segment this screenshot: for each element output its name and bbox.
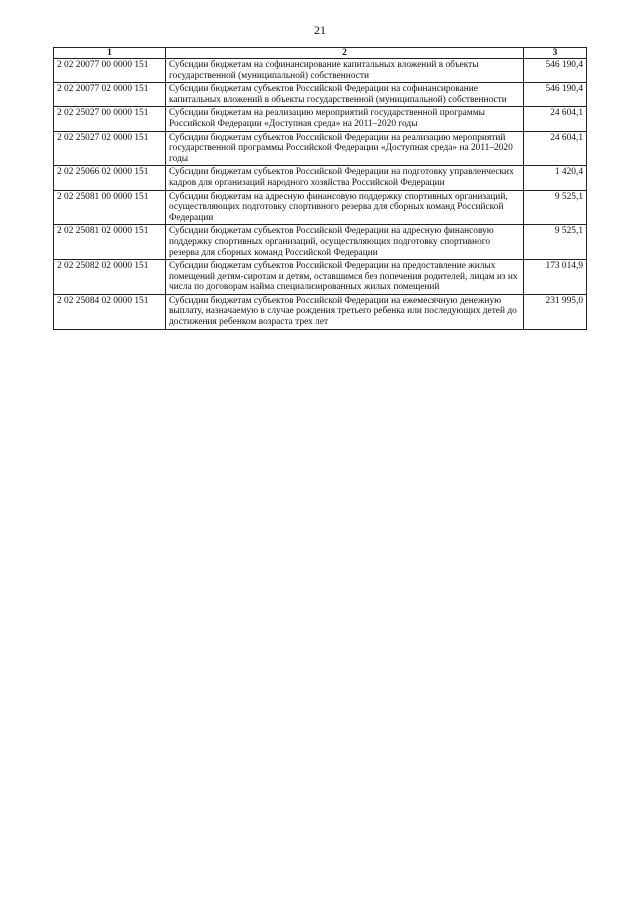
column-header-code: 1 [54,48,166,59]
budget-code-cell: 2 02 20077 00 0000 151 [54,59,166,83]
amount-cell: 173 014,9 [524,260,587,295]
table-row [54,107,587,131]
amount-cell: 546 190,4 [524,83,587,107]
description-cell: Субсидии бюджетам субъектов Российской Федерации на софинансирование капитальных вложений в объекты государственной (муниципальной) собственности [166,83,524,107]
description-cell: Субсидии бюджетам субъектов Российской Федерации на ежемесячную денежную выплату, назначаемую в случае рождения третьего ребенка или последующих детей до достижения ребенком возраста трех лет [166,294,524,329]
column-header-name: 2 [166,48,524,59]
amount-cell: 9 525,1 [524,225,587,260]
amount-cell: 24 604,1 [524,107,587,131]
table-row [54,225,587,260]
description-cell: Субсидии бюджетам на софинансирование капитальных вложений в объекты государственной (муниципальной) собственности [166,59,524,83]
budget-code-cell: 2 02 25084 02 0000 151 [54,294,166,329]
amount-cell: 231 995,0 [524,294,587,329]
description-cell: Субсидии бюджетам субъектов Российской Федерации на адресную финансовую поддержку спортивных организаций, осуществляющих подготовку спортивного резерва для сборных команд Российской Федерации [166,225,524,260]
table-row [54,190,587,225]
table-body [54,59,587,330]
description-cell: Субсидии бюджетам субъектов Российской Федерации на реализацию мероприятий государственной программы Российской Федерации «Доступная среда» на 2011–2020 годы [166,131,524,166]
budget-code-cell: 2 02 20077 02 0000 151 [54,83,166,107]
amount-cell: 546 190,4 [524,59,587,83]
table-row [54,59,587,83]
description-cell: Субсидии бюджетам на адресную финансовую поддержку спортивных организаций, осуществляющих подготовку спортивного резерва для сборных команд Российской Федерации [166,190,524,225]
table-row [54,294,587,329]
table-row [54,83,587,107]
table-row [54,260,587,295]
budget-code-cell: 2 02 25027 00 0000 151 [54,107,166,131]
description-cell: Субсидии бюджетам субъектов Российской Федерации на предоставление жилых помещений детям-сиротам и детям, оставшимся без попечения родителей, лицам из их числа по договорам найма специализированных жилых помещений [166,260,524,295]
amount-cell: 1 420,4 [524,166,587,190]
table-header [54,48,587,59]
amount-cell: 9 525,1 [524,190,587,225]
table-row [54,131,587,166]
budget-table [53,47,587,330]
description-cell: Субсидии бюджетам на реализацию мероприятий государственной программы Российской Федерации «Доступная среда» на 2011–2020 годы [166,107,524,131]
description-cell: Субсидии бюджетам субъектов Российской Федерации на подготовку управленческих кадров для организаций народного хозяйства Российской Федерации [166,166,524,190]
budget-code-cell: 2 02 25027 02 0000 151 [54,131,166,166]
budget-code-cell: 2 02 25081 00 0000 151 [54,190,166,225]
table-row [54,166,587,190]
page-number: 21 [314,23,326,37]
column-header-amount: 3 [524,48,587,59]
budget-code-cell: 2 02 25082 02 0000 151 [54,260,166,295]
budget-code-cell: 2 02 25066 02 0000 151 [54,166,166,190]
header-row [54,48,587,59]
amount-cell: 24 604,1 [524,131,587,166]
budget-code-cell: 2 02 25081 02 0000 151 [54,225,166,260]
